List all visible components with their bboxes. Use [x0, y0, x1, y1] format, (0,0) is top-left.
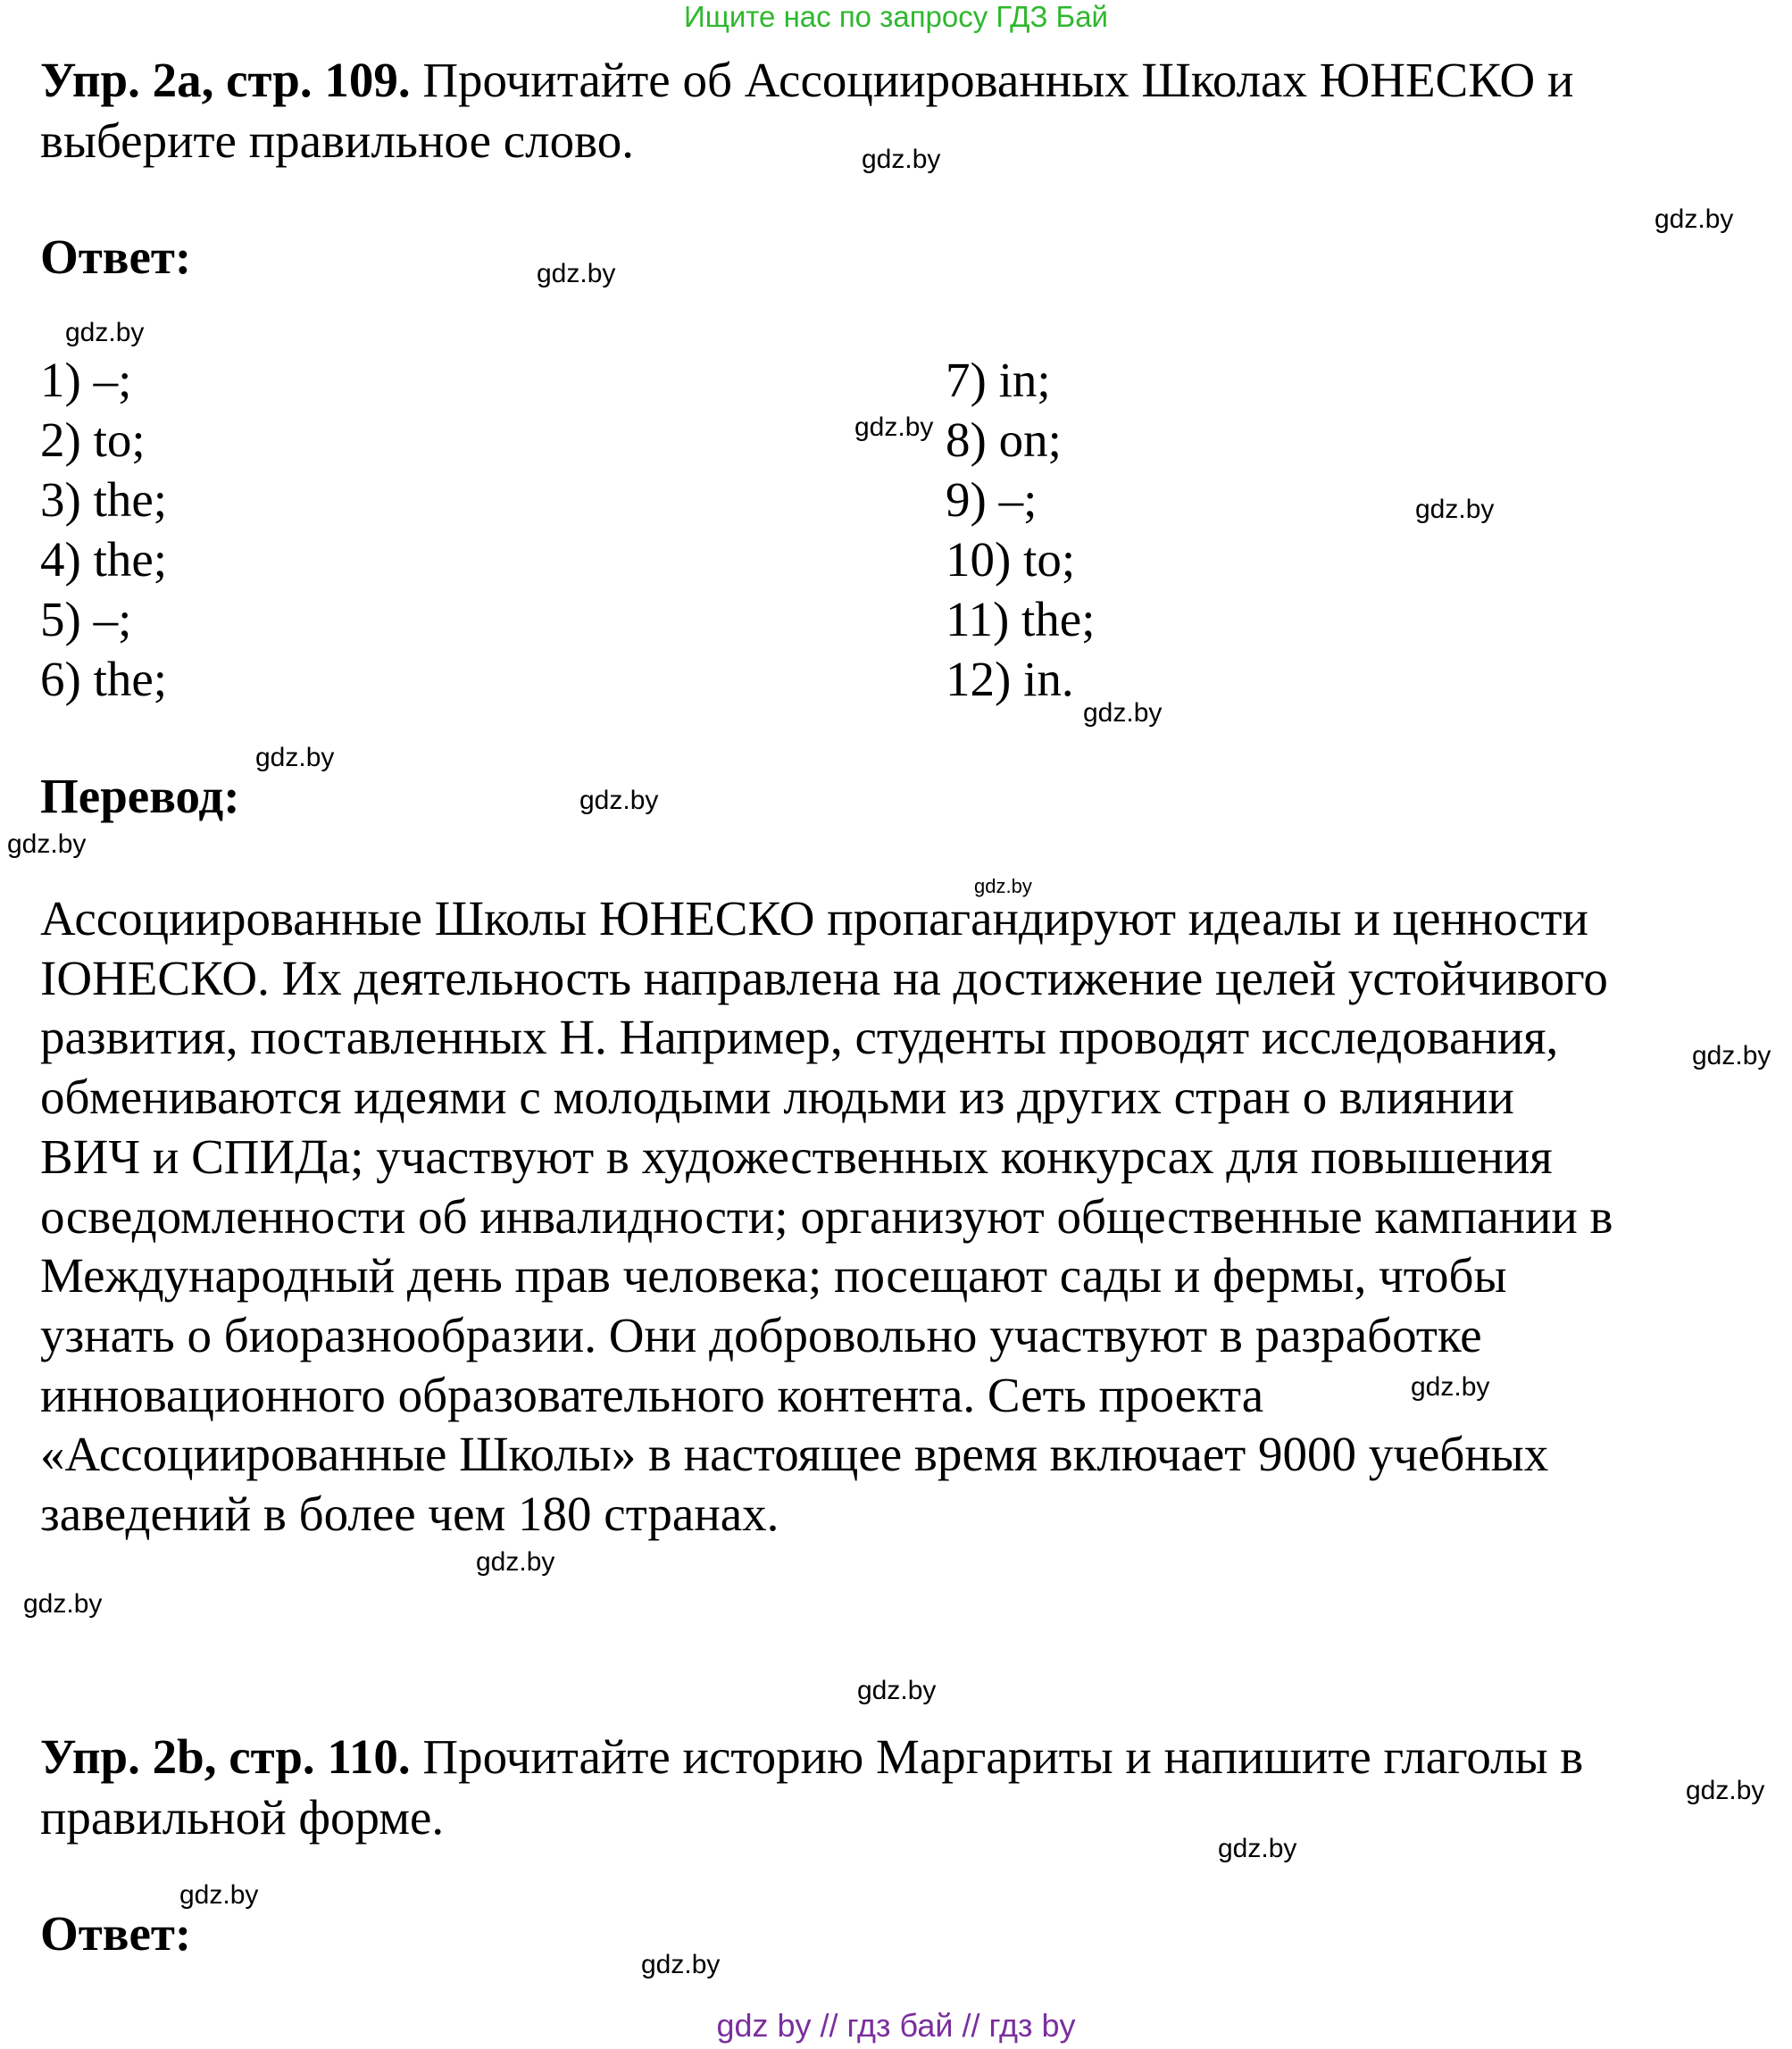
- task-1-text-1: Прочитайте об Ассоциированных Школах ЮНЕСКО и: [422, 53, 1574, 107]
- top-banner: Ищите нас по запросу ГДЗ Бай: [684, 0, 1108, 33]
- answer-item: 4) the;: [40, 532, 168, 587]
- watermark: gdz.by: [857, 1676, 937, 1705]
- task-1-label: Упр. 2а, стр. 109.: [40, 53, 411, 107]
- answer-item: 12) in.: [946, 652, 1074, 706]
- watermark: gdz.by: [1218, 1834, 1297, 1863]
- watermark: gdz.by: [579, 786, 659, 815]
- task-2-label: Упр. 2b, стр. 110.: [40, 1729, 411, 1784]
- watermark: gdz.by: [65, 318, 145, 347]
- task-2-line-2: правильной форме.: [40, 1790, 445, 1845]
- translation-line: «Ассоциированные Школы» в настоящее время включает 9000 учебных: [40, 1427, 1549, 1482]
- answer-item: 6) the;: [40, 652, 168, 706]
- translation-line: развития, поставленных Н. Например, студенты проводят исследования,: [40, 1010, 1559, 1065]
- answer-item: 9) –;: [946, 472, 1038, 527]
- answer-item: 7) in;: [946, 353, 1051, 407]
- answer-item: 8) on;: [946, 412, 1062, 467]
- watermark: gdz.by: [1415, 495, 1495, 524]
- watermark: gdz.by: [641, 1950, 721, 1979]
- watermark: gdz.by: [1083, 698, 1163, 728]
- translation-line: заведений в более чем 180 странах.: [40, 1487, 779, 1542]
- task-1-line-1: [40, 50, 1573, 111]
- translation-line: ВИЧ и СПИДа; участвуют в художественных конкурсах для повышения: [40, 1129, 1553, 1184]
- translation-line: Ассоциированные Школы ЮНЕСКО пропагандируют идеалы и ценности: [40, 891, 1588, 945]
- watermark: gdz.by: [1692, 1041, 1771, 1070]
- task-2-line-1: [40, 1727, 1583, 1787]
- watermark: gdz.by: [537, 259, 616, 288]
- translation-line: Международный день прав человека; посещают сады и фермы, чтобы: [40, 1248, 1507, 1304]
- translation-line: осведомленности об инвалидности; организуют общественные кампании в: [40, 1188, 1613, 1244]
- answer-item: 2) to;: [40, 412, 146, 467]
- translation-line: IОНЕСКО. Их деятельность направлена на достижение целей устойчивого: [40, 950, 1608, 1005]
- answer-item: 10) to;: [946, 532, 1076, 587]
- watermark: gdz.by: [23, 1589, 103, 1619]
- watermark: gdz.by: [854, 412, 934, 442]
- watermark: gdz.by: [255, 743, 335, 772]
- watermark: gdz.by: [179, 1880, 259, 1910]
- answer-item: 3) the;: [40, 472, 168, 527]
- answer-heading: Ответ:: [40, 229, 192, 284]
- answer-item: 1) –;: [40, 353, 132, 407]
- watermark: gdz.by: [862, 145, 941, 174]
- translation-heading: Перевод:: [40, 769, 240, 823]
- translation-line: узнать о биоразнообразии. Они добровольно участвуют в разработке: [40, 1307, 1482, 1362]
- watermark: gdz.by: [974, 875, 1032, 897]
- answer-heading-2: Ответ:: [40, 1906, 192, 1961]
- task-1-line-2: выберите правильное слово.: [40, 113, 634, 168]
- task-2-text-1: Прочитайте историю Маргариты и напишите глаголы в: [422, 1729, 1584, 1784]
- translation-paragraph: [40, 889, 1613, 1545]
- watermark: gdz.by: [1411, 1372, 1490, 1402]
- answer-item: 5) –;: [40, 592, 132, 646]
- translation-line: инновационного образовательного контента. Сеть проекта: [40, 1367, 1264, 1422]
- watermark: gdz.by: [7, 829, 87, 859]
- translation-line: обмениваются идеями с молодыми людьми из других стран о влиянии: [40, 1070, 1514, 1125]
- footer: gdz by // гдз бай // гдз by: [716, 2007, 1076, 2044]
- watermark: gdz.by: [1686, 1776, 1765, 1805]
- answer-item: 11) the;: [946, 592, 1096, 646]
- watermark: gdz.by: [476, 1547, 555, 1577]
- watermark: gdz.by: [1654, 204, 1734, 234]
